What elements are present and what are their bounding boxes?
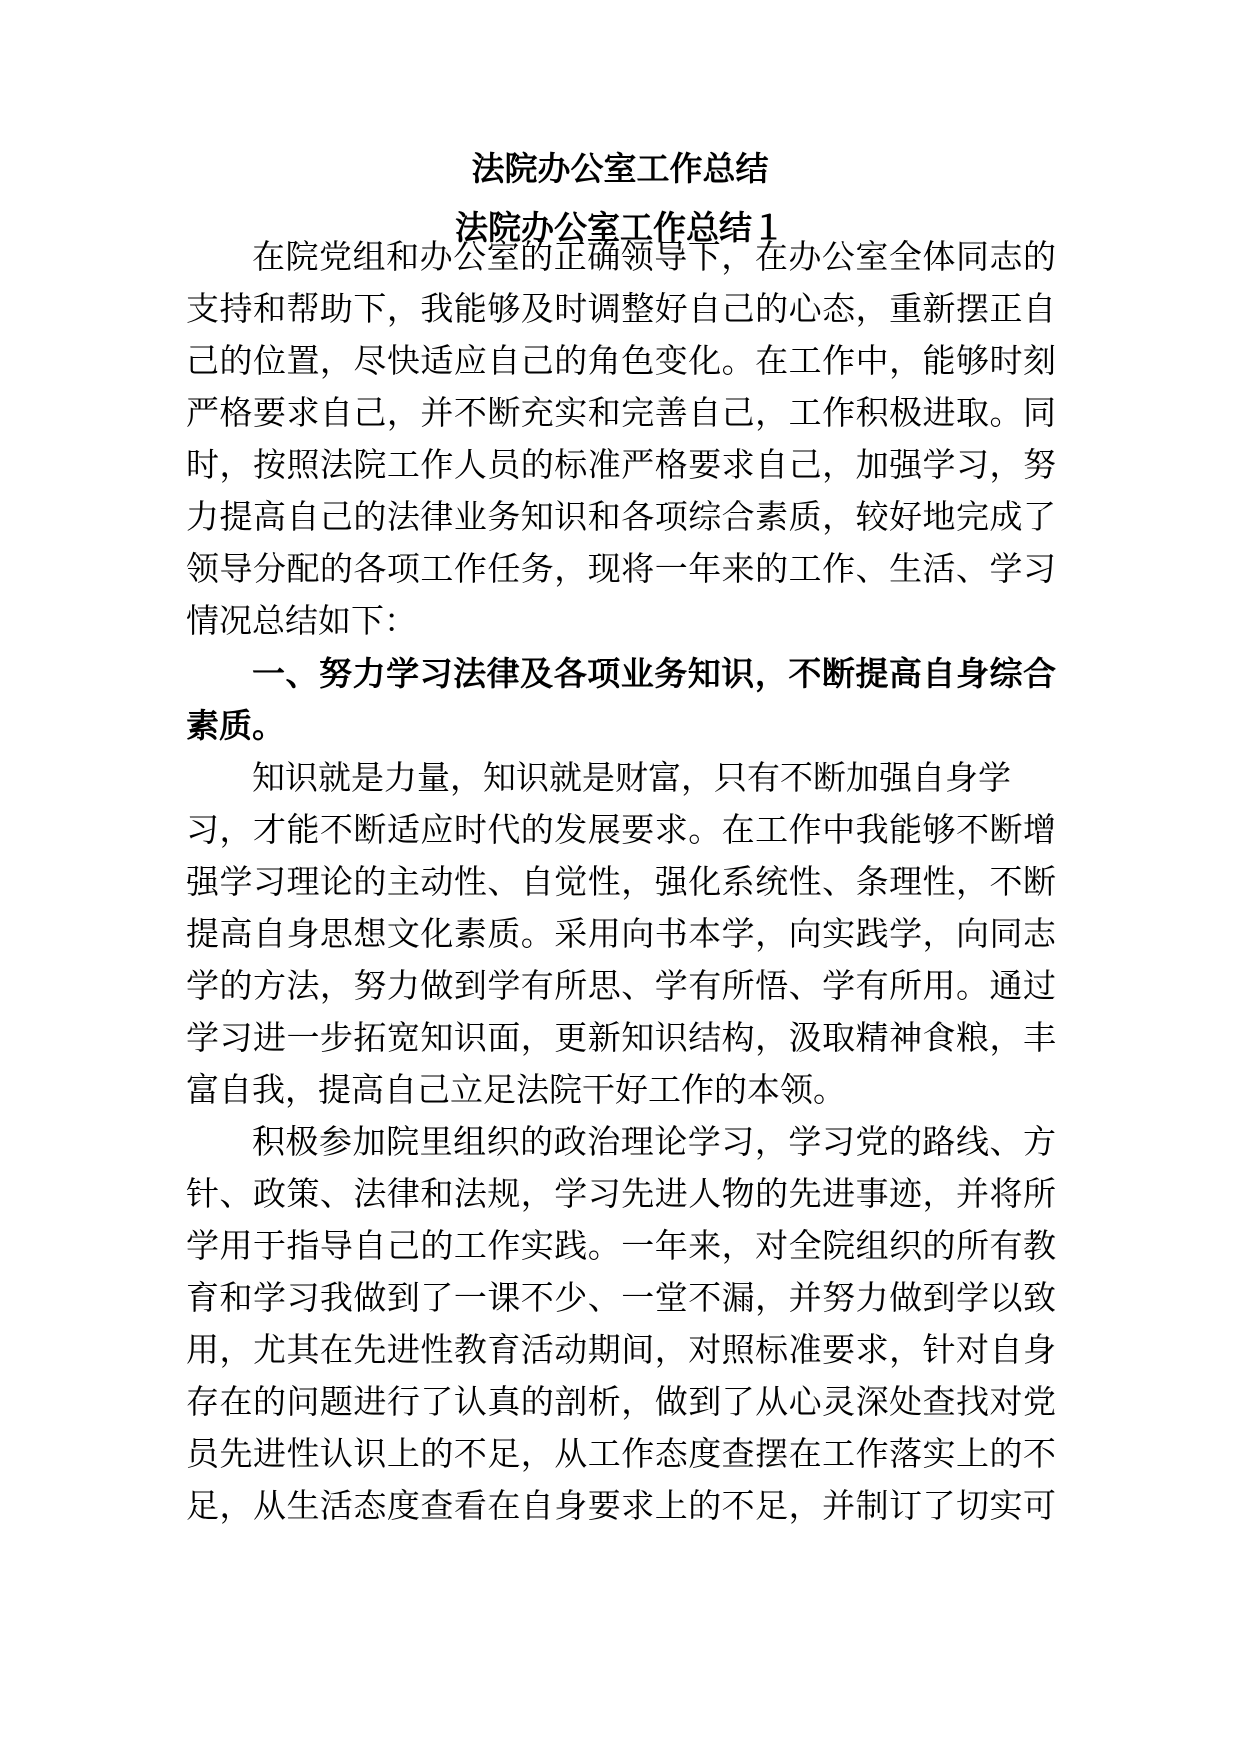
document-subtitle: 法院办公室工作总结１ xyxy=(455,208,785,247)
paragraph-line: 提高自身思想文化素质。采用向书本学，向实践学，向同志 xyxy=(186,914,1056,953)
paragraph-line: 学的方法，努力做到学有所思、学有所悟、学有所用。通过 xyxy=(186,966,1056,1005)
paragraph-line: 员先进性认识上的不足，从工作态度查摆在工作落实上的不 xyxy=(186,1434,1056,1473)
paragraph-line: 力提高自己的法律业务知识和各项综合素质，较好地完成了 xyxy=(186,497,1056,536)
paragraph-line: 时，按照法院工作人员的标准严格要求自己，加强学习，努 xyxy=(186,445,1056,484)
paragraph-line: 领导分配的各项工作任务，现将一年来的工作、生活、学习 xyxy=(186,549,1056,588)
paragraph-line: 针、政策、法律和法规，学习先进人物的先进事迹，并将所 xyxy=(186,1174,1056,1213)
paragraph-line: 情况总结如下： xyxy=(186,601,417,640)
paragraph-line: 知识就是力量，知识就是财富，只有不断加强自身学 xyxy=(252,758,1011,797)
paragraph-line: 在院党组和办公室的正确领导下，在办公室全体同志的 xyxy=(252,237,1056,276)
paragraph-line: 存在的问题进行了认真的剖析，做到了从心灵深处查找对党 xyxy=(186,1382,1056,1421)
paragraph-line: 强学习理论的主动性、自觉性，强化系统性、条理性，不断 xyxy=(186,862,1056,901)
document-title: 法院办公室工作总结 xyxy=(471,149,769,188)
paragraph-line: 足，从生活态度查看在自身要求上的不足，并制订了切实可 xyxy=(186,1486,1056,1525)
paragraph-line: 支持和帮助下，我能够及时调整好自己的心态，重新摆正自 xyxy=(186,289,1056,328)
paragraph-line: 习，才能不断适应时代的发展要求。在工作中我能够不断增 xyxy=(186,810,1056,849)
paragraph-line: 积极参加院里组织的政治理论学习，学习党的路线、方 xyxy=(252,1122,1056,1161)
section-heading: 一、努力学习法律及各项业务知识，不断提高自身综合 xyxy=(252,654,1056,693)
paragraph-line: 学习进一步拓宽知识面，更新知识结构，汲取精神食粮，丰 xyxy=(186,1018,1056,1057)
paragraph-line: 富自我，提高自己立足法院干好工作的本领。 xyxy=(186,1070,846,1109)
paragraph-line: 育和学习我做到了一课不少、一堂不漏，并努力做到学以致 xyxy=(186,1278,1056,1317)
paragraph-line: 用，尤其在先进性教育活动期间，对照标准要求，针对自身 xyxy=(186,1330,1056,1369)
paragraph-line: 己的位置，尽快适应自己的角色变化。在工作中，能够时刻 xyxy=(186,341,1056,380)
section-heading: 素质。 xyxy=(186,706,285,745)
paragraph-line: 严格要求自己，并不断充实和完善自己，工作积极进取。同 xyxy=(186,393,1056,432)
paragraph-line: 学用于指导自己的工作实践。一年来，对全院组织的所有教 xyxy=(186,1226,1056,1265)
